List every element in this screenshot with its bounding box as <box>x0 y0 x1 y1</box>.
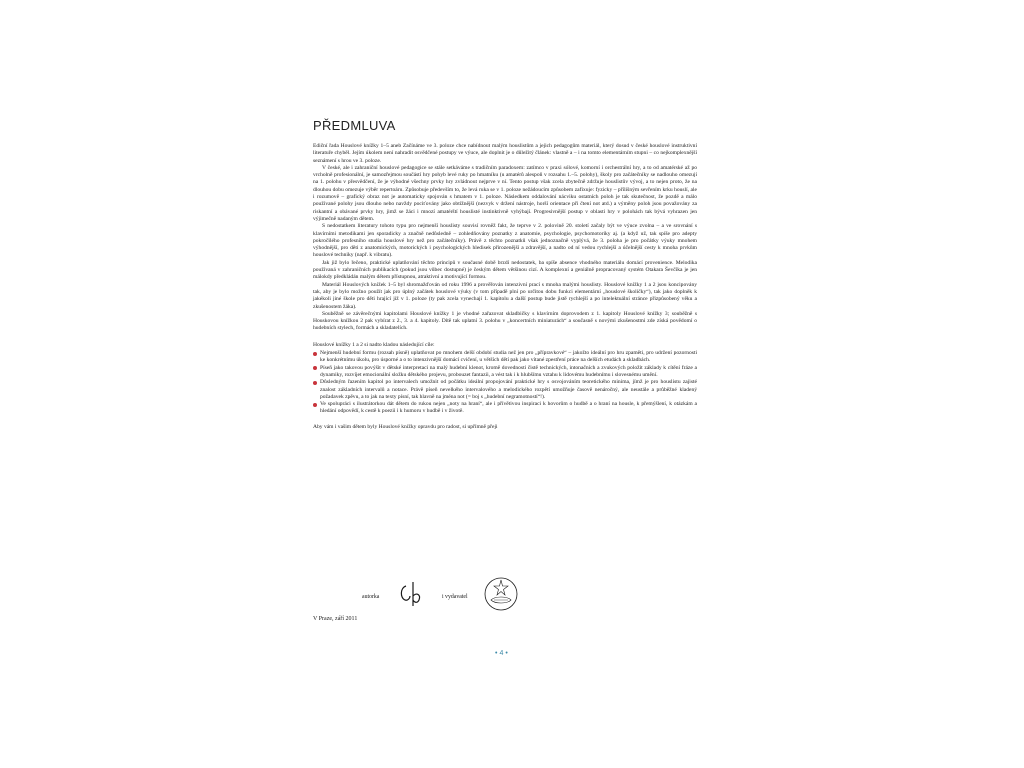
ornament-dot-right: • <box>505 650 510 657</box>
list-item <box>313 401 697 416</box>
bullet-icon <box>313 403 317 407</box>
page-number-value: 4 <box>499 650 506 657</box>
paragraph-2: V české, ale i zahraniční houslové pedagogice se stále setkáváme s tradičním paradoxem: zatímco v praxi sólové, komorní i orchestrální hry, a to od amatérské až po vrcholně profesionální, je samozřejmou součástí hry pohyb levé ruky po hmatníku (u amatérů alespoň v rozsahu 1.–5. polohy), školy pro začátečníky se nadlouho omezují na 1. polohu v přesvědčení, že je výhodné všechny prvky hry zvládnout nejprve v ní. Tento postup však zcela zbytečně zdržuje houslistův vývoj, a to nejen proto, že na dlouhou dobu omezuje výběr repertoáru. Způsobuje především to, že levá ruka se v 1. poloze nežádoucím způsobem zafixuje: fyzicky – přílišným sevřením krku houslí, ale i rozumově – grafický obraz not je automaticky spojován s hmatem v 1. poloze. Následkem oddalování nácviku ostatních poloh je tak skutečnost, že pozdě a málo používané polohy jsou dlouho nebo navždy pociťovány jako obtížnější (nezvyk v držení nástroje, horší orientace při čtení not atd.) a výměny poloh jsou považovány za riskantní a obávané prvky hry, jimž se žáci i mnozí amatérští houslisté instinktivně vyhýbají. Progresivnější postup v oblasti hry v polohách tak bývá vyhrazen jen výjimečně nadaným dětem. <box>313 164 697 222</box>
date-line: V Praze, září 2011 <box>313 616 358 622</box>
closing-line: Aby vám i vašim dětem byly Houslové knížky opravdu pro radost, si upřímně přeji <box>313 423 498 430</box>
paragraph-6: Souběžně se závěrečnými kapitolami Houslové knížky 1 je vhodné zařazovat skladbičky s klavírním doprovodem z 1. kapitoly Houslové knížky 3; souběžně s Houskovou knížkou 2 pak vybírat z 2., 3. a 4. kapitoly. Dítě tak uplatní 3. polohu v „koncertních miniaturách“ a současně s novými zkušenostmi zde získá povědomí o hudebních stylech, formách a skladatelích. <box>313 310 697 332</box>
list-item-text: Důsledným řazením kapitol po intervalech umožnit od počátku ideální propojování praktické hry s osvojováním teoretického minima, jímž je pro houslistu zajisté znalost základních intervalů a notace. Právě píseň nevelkého intervalového a melodického rozpětí umožňuje časově nenáročný, ale neustále a průběžné kladený požadavek zpěvu, a to jak na texty písní, tak hlavně na jména not (= boj s „hudební negramotností“!). <box>320 379 697 400</box>
paragraph-5: Materiál Houslových knížek 1–5 byl shromažďován od roku 1996 a prověřován intenzivní prací s mnoha malými houslisty. Houslové knížky 1 a 2 jsou koncipovány tak, aby je bylo možno použít jak pro úplný začátek houslové výuky (v tom případě plní po určitou dobu funkci elementární „houslové školičky“), tak jako doplněk k jakékoli jiné škole pro děti hrající již v 1. poloze (ty pak zcela vynechají 1. kapitolu a další postup bude jistě rychlejší a po intelektuální stránce přizpůsobený věku a zkušenostem žáka). <box>313 281 697 310</box>
bullet-icon <box>313 352 317 356</box>
list-item-text: Ve spolupráci s ilustrátorkou dát dětem do rukou nejen „noty na hraní“, ale i přívětivou inspiraci k hovorům o hudbě a o hraní na housle, k přemýšlení, k otázkám a hledání odpovědí, k cestě k poezii i k humoru v hudbě i v životě. <box>320 401 697 415</box>
goals-list <box>313 350 697 416</box>
paragraph-3: S nedostatkem literatury tohoto typu pro nejmenší houslisty souvisí rovněž fakt, že teprve v 2. polovině 20. století začaly být ve výuce zvolna – a ve srovnání s klavírními metodikami jen sporadicky a značně nedůsledně – zohledňovány poznatky z anatomie, psychologie, psychomotoriky aj. (a když už, tak spíše pro adepty pokročilého profesního studia houslové hry než pro začátečníky). Právě z těchto poznatků však jednoznačně vyplývá, že 3. poloha je pro počátky výuky mnohem výhodnější, pro děti z anatomických, motorických i psychologických hledisek přirozenější a zdravější, a nadto od ní vedou rychlejší a účelnější cesty k mnoha prvkům houslové techniky (např. k vibratu). <box>313 223 697 259</box>
bullet-icon <box>313 381 317 385</box>
page-number <box>495 650 510 657</box>
document-page <box>313 118 697 431</box>
author-signature-icon <box>396 580 424 612</box>
publisher-label: i vydavatel <box>442 594 468 600</box>
list-item <box>313 379 697 401</box>
list-item <box>313 350 697 365</box>
publisher-logo-icon <box>483 576 519 612</box>
signature-row <box>362 574 562 620</box>
page-title: PŘEDMLUVA <box>313 118 396 133</box>
list-item <box>313 365 697 380</box>
paragraph-1: Ediční řada Houslové knížky 1–5 aneb Začínáme ve 3. poloze chce nabídnout malým houslistům a jejich pedagogům materiál, který dosud v české houslové instruktivní literatuře chyběl. Jejím úkolem není nahradit osvědčené postupy ve výuce, ale doplnit je o důležitý článek: vlastně a – i na tomto elementárním stupni – co nejkomplexnější seznámení s hrou ve 3. poloze. <box>313 143 697 164</box>
ornament-dot-left: • <box>495 650 500 657</box>
bullet-icon <box>313 366 317 370</box>
section-gap <box>313 333 697 342</box>
author-label: autorka <box>362 594 380 600</box>
goals-intro: Houslové knížky 1 a 2 si nadto kladou následující cíle: <box>313 341 435 348</box>
paragraph-4: Jak již bylo řečeno, praktické uplatňování těchto principů v současné době brzdí nedostatek, ba spíše absence vhodného materiálu domácí provenience. Melodika používaná v zahraničních publikacích (pokud jsou vůbec dostupné) je českým dětem většinou cizí. A komplexní a geniálně propracovaný systém Otakara Ševčíka je jen málokdy předkládán malým dětem přístupnou, atraktivní a motivující formou. <box>313 259 697 281</box>
list-item-text: Píseň jako takovou povýšit v dětské interpretaci na malý hudební klenot, kromě dovednosti čistě technických, intonačních a zvukových položit základy k cítění fráze a dynamiky, rozvíjet emocionální složku dětského projevu, probouzet fantazii, a vést tak i k hlubšímu vztahu k lidovému hudebnímu i slovesnému umění. <box>320 364 697 378</box>
list-item-text: Nejmenší hudební formu (rozsah písně) uplatňovat po mnohem delší období studia než jen pro „přípravkové“ – jakožto ideální pro hru zpaměti, pro udržení pozornosti ke konkrétnímu úkolu, pro úsporné a o to intenzivnější domácí cvičení, u větších dětí pak jako vítané zpestření práce na delších etudách a skladbách. <box>320 350 697 364</box>
